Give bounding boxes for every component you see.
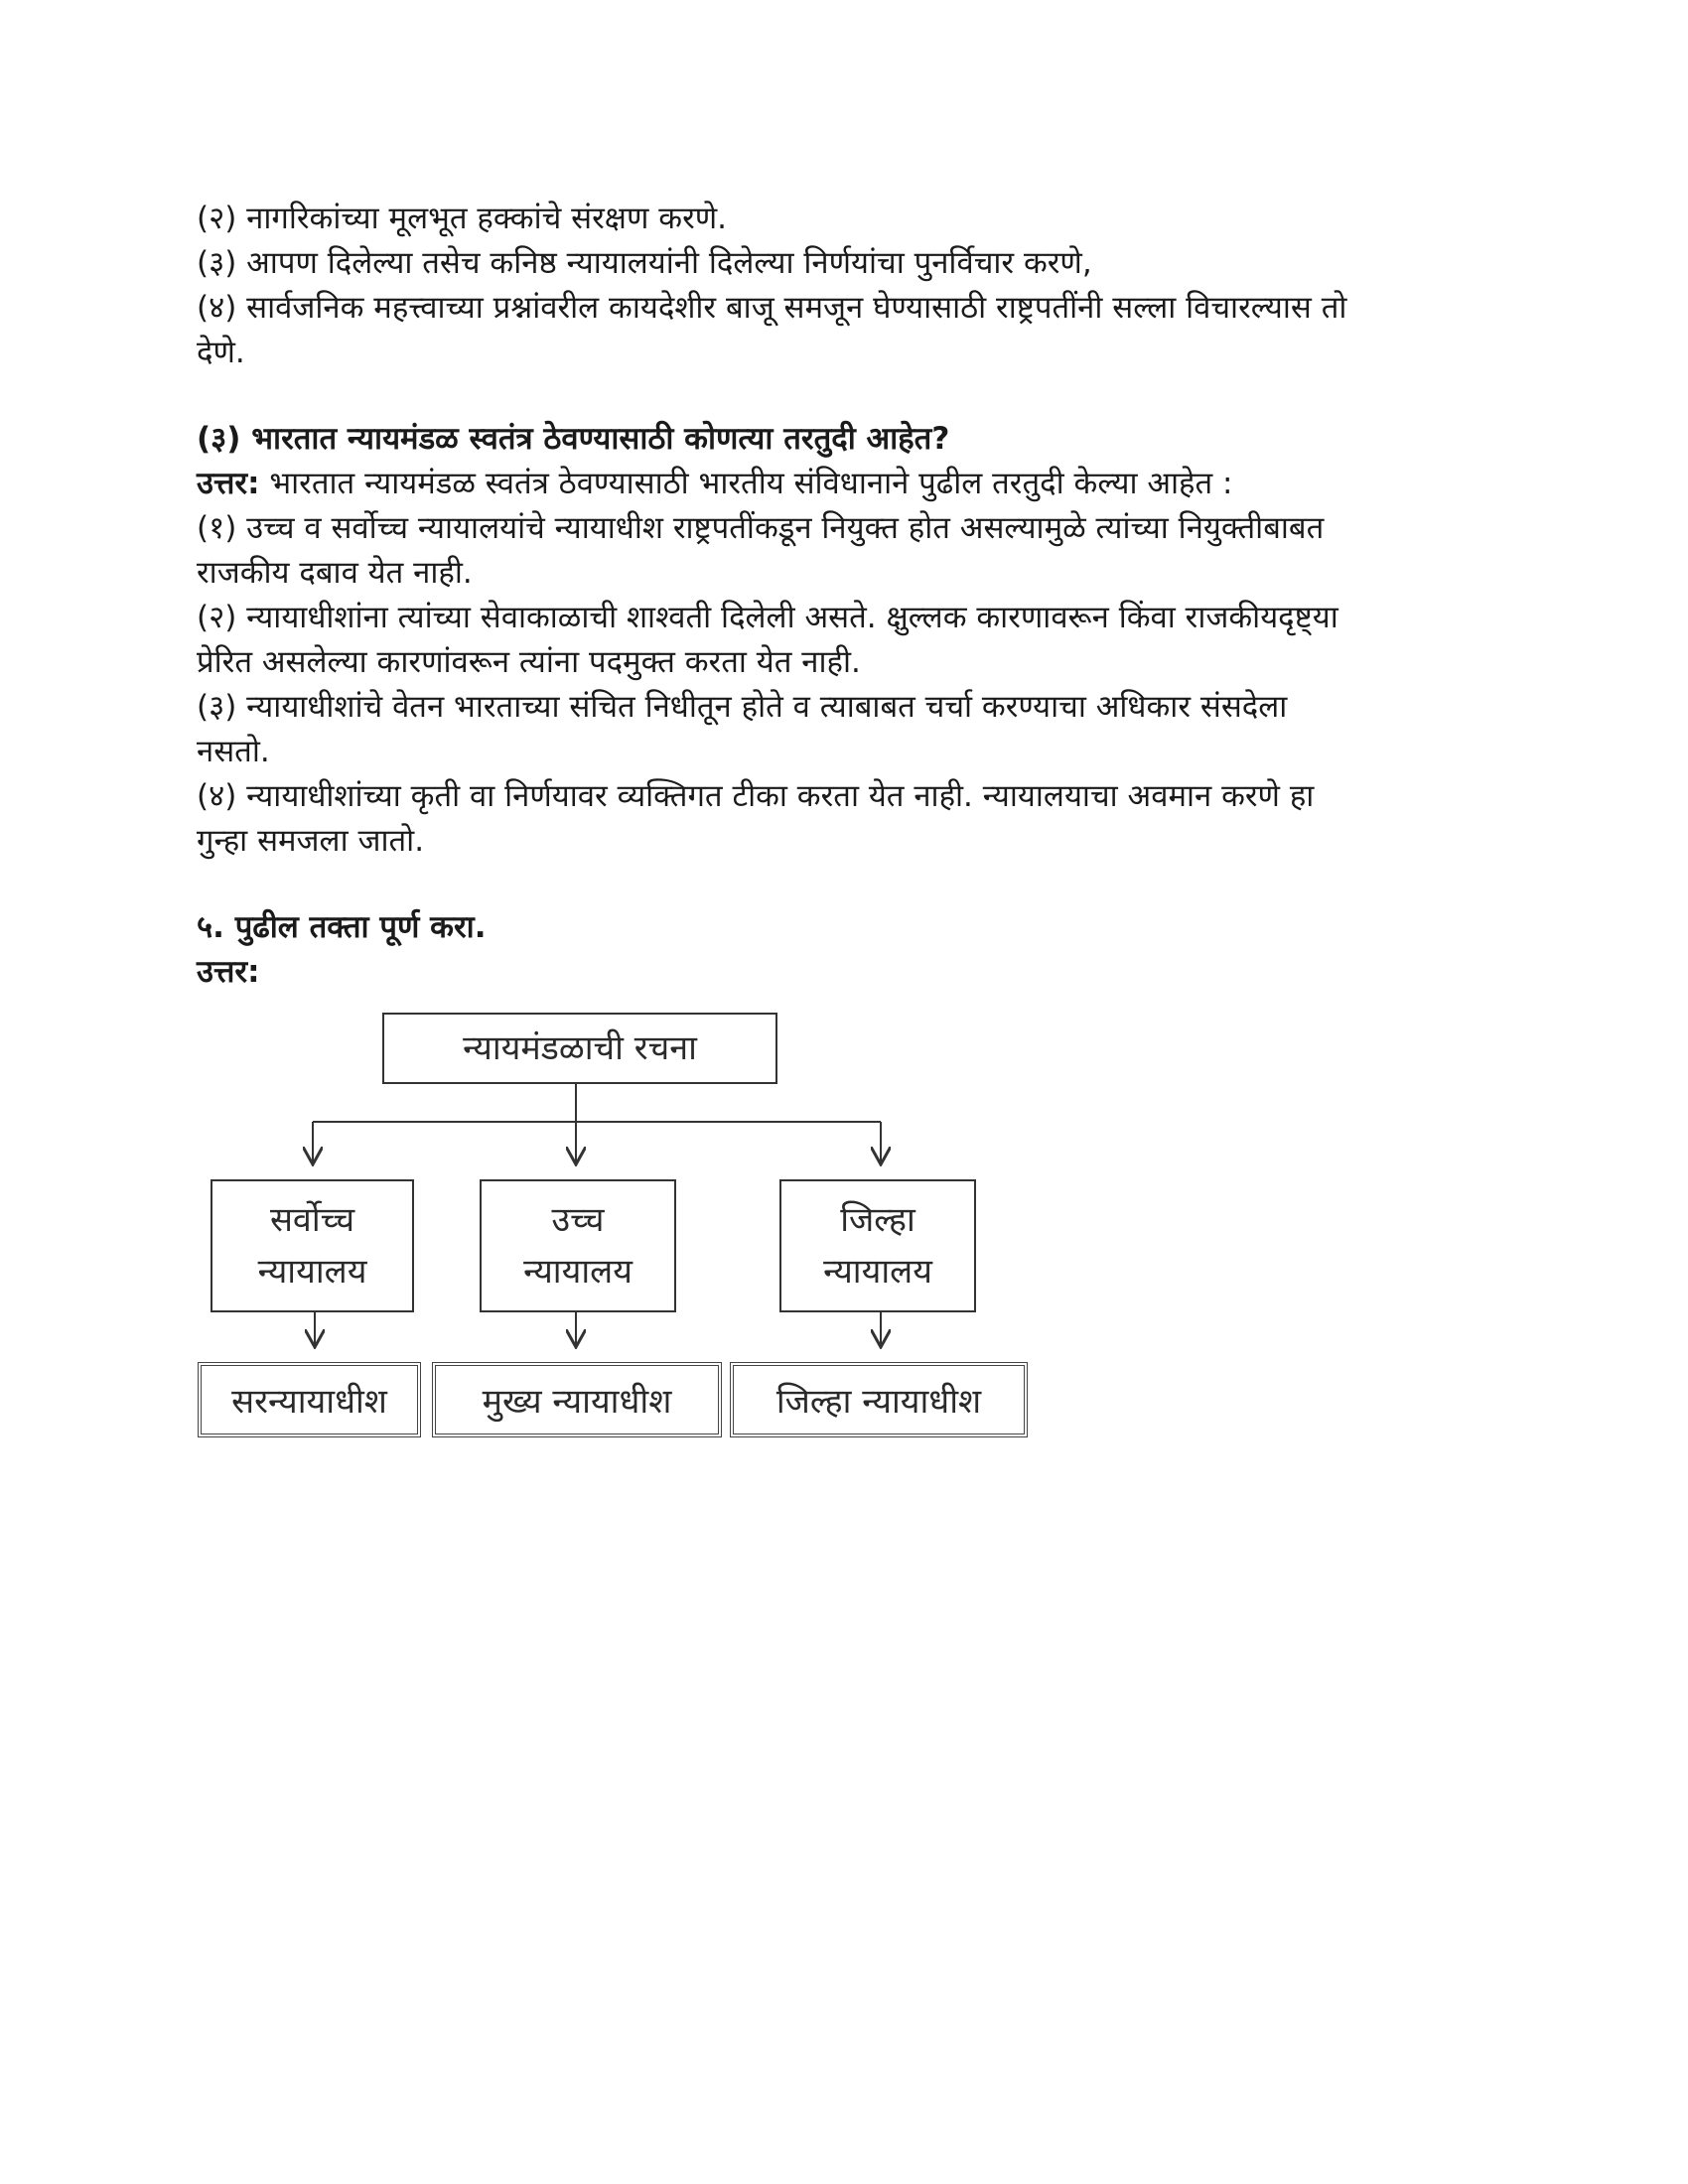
answer-label: उत्तर: (197, 466, 260, 501)
chief-judge-box (432, 1362, 722, 1437)
court-label-line1: जिल्हा (840, 1200, 915, 1240)
judiciary-structure-diagram (194, 1003, 1048, 1439)
judge-label: जिल्हा न्यायाधीश (775, 1382, 982, 1422)
court-label-line2: न्यायालय (523, 1252, 633, 1292)
text-line: (४) सार्वजनिक महत्त्वाच्या प्रश्नांवरील कायदेशीर बाजू समजून घेण्यासाठी राष्ट्रपतींनी सल्ला विचारल्यास तो (197, 290, 1347, 326)
answer-line: (४) न्यायाधीशांच्या कृती वा निर्णयावर व्यक्तिगत टीका करता येत नाही. न्यायालयाचा अवमान करणे हा (197, 778, 1315, 814)
answer-line: नसतो. (197, 734, 270, 769)
root-label: न्यायमंडळाची रचना (463, 1028, 697, 1068)
court-label-line2: न्यायालय (823, 1252, 932, 1292)
answer-line: प्रेरित असलेल्या कारणांवरून त्यांना पदमुक्त करता येत नाही. (197, 644, 861, 680)
district-court-box (779, 1179, 976, 1312)
text-line: (३) आपण दिलेल्या तसेच कनिष्ठ न्यायालयांनी दिलेल्या निर्णयांचा पुनर्विचार करणे, (197, 245, 1092, 281)
question-5-answer-label: उत्तर: (197, 954, 260, 990)
court-label-line2: न्यायालय (257, 1252, 367, 1292)
high-court-box (480, 1179, 676, 1312)
question-5-heading: ५. पुढील तक्ता पूर्ण करा. (197, 909, 487, 945)
question-3-answer-intro (197, 462, 1497, 506)
court-label-line1: उच्च (551, 1200, 605, 1240)
judge-label: मुख्य न्यायाधीश (482, 1382, 672, 1422)
chief-justice-box (198, 1362, 421, 1437)
answer-line: (२) न्यायाधीशांना त्यांच्या सेवाकाळाची शाश्वती दिलेली असते. क्षुल्लक कारणावरून किंवा राजकीयदृष्ट्या (197, 600, 1338, 635)
judge-label: सरन्यायाधीश (231, 1382, 387, 1422)
text-line: देणे. (197, 335, 245, 370)
district-judge-box (730, 1362, 1028, 1437)
root-box (382, 1013, 777, 1084)
text-line: (२) नागरिकांच्या मूलभूत हक्कांचे संरक्षण करणे. (197, 201, 728, 236)
answer-line: (१) उच्च व सर्वोच्च न्यायालयांचे न्यायाधीश राष्ट्रपतींकडून नियुक्त होत असल्यामुळे त्यांच्या नियुक्तीबाबत (197, 510, 1325, 546)
court-label-line1: सर्वोच्च (269, 1200, 355, 1240)
answer-intro-text: भारतात न्यायमंडळ स्वतंत्र ठेवण्यासाठी भारतीय संविधानाने पुढील तरतुदी केल्या आहेत : (259, 466, 1233, 501)
answer-line: गुन्हा समजला जातो. (197, 823, 425, 859)
supreme-court-box (211, 1179, 414, 1312)
document-body (197, 197, 1497, 995)
answer-line: (३) न्यायाधीशांचे वेतन भारताच्या संचित निधीतून होते व त्याबाबत चर्चा करण्याचा अधिकार संसदेला (197, 689, 1288, 725)
answer-line: राजकीय दबाव येत नाही. (197, 555, 473, 591)
question-3-heading: (३) भारतात न्यायमंडळ स्वतंत्र ठेवण्यासाठी कोणत्या तरतुदी आहेत? (197, 421, 950, 457)
